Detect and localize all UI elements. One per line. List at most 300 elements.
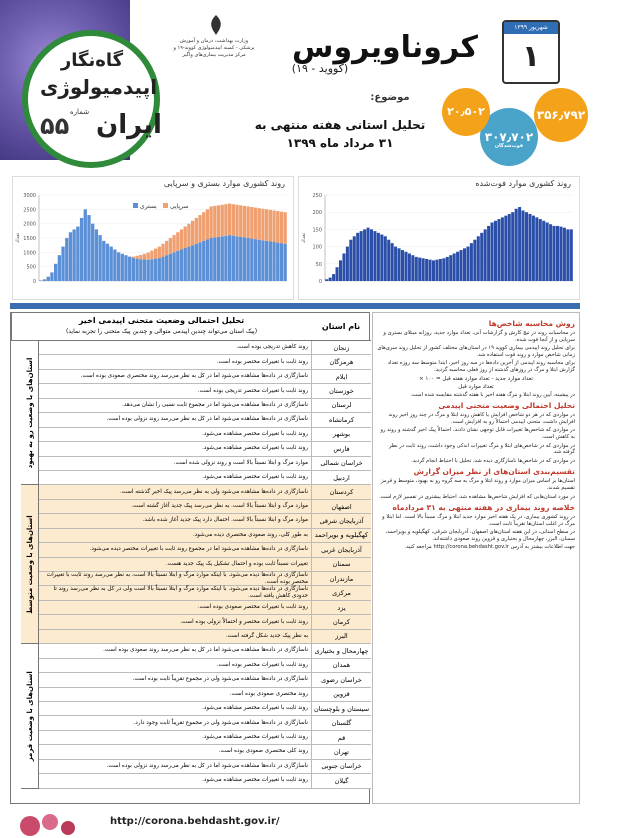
chart-bar — [480, 233, 483, 281]
chart-bar — [439, 259, 442, 281]
table-row — [39, 543, 371, 557]
chart-bar — [484, 229, 487, 281]
chart-bar — [187, 247, 190, 281]
chart-bar — [497, 219, 500, 281]
chart-bar — [466, 247, 469, 281]
table-cell-province: اصفهان — [311, 500, 371, 513]
chart-bar — [147, 260, 150, 281]
chart-bar — [329, 278, 332, 281]
chart-bar — [356, 233, 359, 281]
table-group-label: استان‌های با وضعیت رو به بهبود — [26, 357, 34, 469]
table-group-label: استان‌های با وضعیت قرمز — [26, 671, 34, 762]
topic-line1: تحلیل استانی هفته منتهی به — [254, 118, 426, 132]
chart-bar — [522, 210, 525, 281]
table-cell-province: همدان — [311, 659, 371, 672]
table-cell-description: روند ثابت با تغییرات مختصر و احتمالاً نزولی بوده است. — [180, 618, 308, 625]
chart-bar — [349, 240, 352, 281]
table-row — [39, 615, 371, 629]
chart-bar — [487, 226, 490, 281]
chart-bar — [169, 254, 172, 281]
chart-bar — [435, 260, 438, 281]
chart-bar — [132, 258, 135, 281]
table-cell-province: بوشهر — [311, 428, 371, 441]
paragraph: در پیشینه، آیین روند ابتلا و مرگ هفته اخیر با هفته گذشته مقایسه شده است. — [410, 391, 575, 398]
calendar-day: ۱ — [521, 39, 541, 74]
chart-left-svg — [13, 189, 293, 299]
chart-bar — [449, 255, 452, 281]
chart-bar — [353, 236, 356, 281]
chart-bar — [124, 255, 127, 281]
chart-bar — [69, 232, 72, 281]
chart-bar — [446, 257, 449, 281]
table-cell-province: چهارمحال و بختیاری — [311, 644, 371, 657]
table-row — [39, 514, 371, 528]
formula-numerator: تعداد موارد جدید - تعداد موارد هفته قبل = ۱۰۰ × — [419, 375, 533, 382]
iran-emblem-icon — [206, 14, 226, 36]
chart-bar — [47, 277, 50, 281]
chart-bar — [404, 252, 407, 281]
table-row — [39, 586, 371, 600]
province-table — [10, 312, 370, 804]
chart-bar — [73, 229, 76, 281]
table-cell-province: اردبیل — [311, 471, 371, 484]
chart-bar — [283, 212, 286, 244]
table-cell-province: قم — [311, 731, 371, 744]
chart-bar — [54, 264, 57, 281]
table-row — [39, 500, 371, 514]
table-cell-province: زنجان — [311, 341, 371, 354]
chart-bar — [106, 244, 109, 281]
chart-bar — [280, 212, 283, 244]
table-row — [39, 428, 371, 442]
table-row — [39, 485, 371, 499]
chart-bar — [228, 235, 231, 281]
calendar-icon — [502, 20, 560, 84]
y-tick-label: 500 — [26, 264, 36, 271]
paragraph: در مواردی که در شاخص‌ها ناسازگاری دیده شد، تحلیل با احتیاط انجام گردید. — [411, 457, 575, 464]
footer-url-link[interactable]: http://corona.behdasht.gov.ir/ — [110, 816, 280, 827]
chart-bar — [398, 248, 401, 281]
chart-bar — [191, 221, 194, 245]
chart-bar — [239, 205, 242, 237]
table-row — [39, 399, 371, 413]
stat-patients-label: مبتلایان — [602, 150, 622, 156]
chart-bar — [235, 205, 238, 237]
table-cell-province: البرز — [311, 630, 371, 643]
table-cell-province: ایلام — [311, 370, 371, 383]
chart-bar — [477, 236, 480, 281]
table-row — [39, 529, 371, 543]
chart-bar — [425, 259, 428, 281]
chart-bar — [429, 260, 432, 281]
topic-line2: ۳۱ مرداد ماه ۱۳۹۹ — [286, 136, 394, 150]
table-cell-province: آذربایجان غربی — [311, 543, 371, 556]
chart-bar — [501, 217, 504, 281]
chart-bar — [504, 216, 507, 281]
table-cell-description: ناسازگاری در داده‌ها مشاهده می‌شود ولی در مجموع تقریباً ثابت بوده است. — [132, 676, 308, 683]
chart-bar — [228, 204, 231, 236]
table-cell-description: به نظر پیک جدید شکل گرفته است. — [225, 632, 308, 639]
chart-bar — [265, 209, 268, 241]
table-row — [39, 370, 371, 384]
chart-bar — [150, 259, 153, 281]
chart-bar — [202, 241, 205, 281]
badge-title-line3: ایران — [96, 110, 162, 140]
chart-bar — [336, 267, 339, 281]
chart-bar — [180, 229, 183, 249]
paragraph: در مواردی که در شاخص‌های ابتلا و مرگ تغییرات اندکی وجود داشت، روند ثابت در نظر گرفته شد. — [389, 442, 575, 456]
table-cell-description: روند مختصری صعودی بوده است. — [229, 690, 308, 697]
chart-bar — [367, 228, 370, 281]
chart-bar — [363, 229, 366, 281]
chart-bar — [384, 236, 387, 281]
chart-bar — [456, 252, 459, 281]
table-header-title: تحلیل احتمالی وضعیت متحنی اپیدمی اخیر — [78, 316, 245, 325]
chart-bar — [272, 210, 275, 242]
chart-bar — [360, 231, 363, 281]
table-cell-province: خراسان رضوی — [311, 673, 371, 686]
table-cell-province: لرستان — [311, 399, 371, 412]
table-row — [39, 384, 371, 398]
chart-bar — [515, 209, 518, 281]
table-cell-description: ناسازگاری در داده‌ها دیده می‌شود. با اینکه موارد مرگ و ابتلا نسبتاً بالا است، به نظر می‌رسد روند ثابت با تغییرات مختصر بوده است. — [46, 571, 308, 585]
table-cell-description: به طور کلی، روند صعودی مختصری دیده می‌شود. — [192, 531, 308, 538]
chart-bar — [95, 229, 98, 281]
chart-bar — [91, 224, 94, 281]
chart-bar — [528, 214, 531, 281]
table-header-province: نام استان — [311, 313, 371, 341]
y-tick-label: 2500 — [23, 207, 36, 214]
table-row — [39, 341, 371, 355]
chart-deaths — [298, 176, 580, 300]
stat-deaths-label: فوت‌شدگان — [494, 143, 523, 149]
stat-recovered-label: بهبودیافتگان — [546, 142, 578, 148]
chart-bar — [559, 227, 562, 281]
table-cell-description: ناسازگاری در داده‌ها مشاهده می‌شود ولی در مجموع تقریباً ثابت وجود دارد. — [133, 719, 308, 726]
stat-deaths-value: ۲۰٫۵۰۲ — [447, 105, 485, 118]
chart-bar — [65, 238, 68, 281]
chart-bar — [570, 229, 573, 281]
chart-bar — [213, 206, 216, 238]
table-cell-description: روند ثابت با تغییرات مختصر مشاهده می‌شود. — [202, 734, 308, 741]
chart-bar — [542, 221, 545, 281]
table-cell-province: هرمزگان — [311, 355, 371, 368]
chart-bar — [246, 238, 249, 281]
section-divider — [10, 303, 580, 309]
chart-bar — [198, 242, 201, 281]
chart-bar — [539, 219, 542, 281]
table-row — [39, 442, 371, 456]
chart-bar — [61, 247, 64, 281]
chart-bar — [283, 244, 286, 281]
y-tick-label: 1500 — [23, 236, 36, 242]
table-row — [39, 572, 371, 586]
chart-bar — [132, 257, 135, 258]
table-header-description — [11, 313, 311, 341]
chart-bar — [128, 257, 131, 281]
y-tick-label: 1000 — [23, 250, 36, 257]
chart-bar — [213, 237, 216, 281]
formula-denominator: تعداد موارد قبل — [458, 383, 494, 390]
table-row — [39, 644, 371, 658]
y-tick-label: 3000 — [23, 193, 36, 199]
footer — [0, 806, 588, 838]
table-row — [39, 688, 371, 702]
chart-bar — [217, 237, 220, 281]
chart-bar — [463, 248, 466, 281]
chart-bar — [556, 226, 559, 281]
chart-bar — [325, 279, 328, 281]
chart-bar — [254, 208, 257, 240]
table-cell-province: یزد — [311, 601, 371, 614]
paragraph: در محاسبات روند در نیچ کارش و گزارشات آنی، تعداد موارد جدید، روزانه مبتلای بستری و سرپایی و از آنجا فوت شده. — [383, 330, 575, 343]
chart-bar — [415, 257, 418, 281]
chart-bar — [165, 241, 168, 255]
chart-bar — [408, 253, 411, 281]
chart-bar — [491, 223, 494, 281]
chart-bar — [239, 237, 242, 281]
table-cell-description: ناسازگاری در داده‌ها مشاهده می‌شود ولی به نظر می‌رسد پیک اخیر گذشته است. — [119, 488, 308, 495]
chart-bar — [121, 254, 124, 281]
chart-bar — [401, 250, 404, 281]
issue-number: ۵۵ — [40, 112, 70, 140]
chart-bar — [243, 237, 246, 281]
chart-bar — [224, 236, 227, 281]
chart-bar — [224, 204, 227, 236]
chart-bar — [269, 210, 272, 242]
chart-bar — [154, 249, 157, 259]
analysis-text — [372, 312, 580, 804]
chart-bar — [373, 231, 376, 281]
chart-bar — [154, 259, 157, 281]
chart-bar — [117, 252, 120, 281]
chart-bar — [139, 259, 142, 281]
chart-bar — [250, 207, 253, 239]
chart-bar — [135, 256, 138, 259]
chart-bar — [269, 241, 272, 281]
chart-bar — [169, 238, 172, 254]
legend-swatch — [163, 203, 168, 208]
chart-bar — [221, 236, 224, 281]
paragraph: برای تحلیل روند اپیدمی بیماری کووید ۱۹ در استان‌های مختلف کشور از تحلیل روند سری‌های زمانی شاخص موارد و روند فوت استفاده شد. — [377, 345, 575, 358]
table-row — [39, 760, 371, 774]
chart-bar — [432, 260, 435, 281]
table-row — [39, 716, 371, 730]
chart-bar — [184, 227, 187, 249]
table-cell-province: خوزستان — [311, 384, 371, 397]
chart-bar — [346, 247, 349, 281]
chart-bar — [511, 212, 514, 281]
table-cell-province: خراسان شمالی — [311, 457, 371, 470]
chart-bar — [418, 258, 421, 281]
table-group — [21, 485, 39, 644]
chart-bar — [98, 235, 101, 281]
chart-bar — [508, 214, 511, 281]
stat-patients-value: ۳۵۶٫۷۹۲ — [536, 108, 586, 122]
chart-bar — [332, 274, 335, 281]
chart-bar — [494, 221, 497, 281]
chart-bar — [339, 260, 342, 281]
chart-bar — [158, 247, 161, 258]
chart-bar — [532, 216, 535, 281]
table-cell-description: ناسازگاری در داده‌ها دیده می‌شود. با اینکه موارد مرگ و ابتلا نسبتاً بالا است ولی در کل به نظر می‌رسد روند تا حدودی کاهش یافته است. — [53, 586, 308, 600]
table-cell-description: روند ثابت با تغییرات مختصر مشاهده می‌شود. — [202, 474, 308, 481]
table-group — [21, 341, 39, 485]
table-row — [39, 745, 371, 759]
header — [0, 0, 622, 172]
sub-title: (کووید - ۱۹) — [291, 62, 349, 75]
chart-bar — [176, 251, 179, 281]
section-title-methods: روش محاسبه شاخص‌ها — [488, 319, 575, 328]
chart-bar — [209, 238, 212, 281]
chart-bar — [553, 226, 556, 281]
chart-bar — [261, 209, 264, 241]
chart-bar — [84, 209, 87, 281]
chart-bar — [246, 206, 249, 238]
legend-label: سرپایی — [170, 203, 189, 210]
chart-bar — [261, 240, 264, 281]
chart-bar — [235, 236, 238, 281]
table-cell-province: مرکزی — [311, 586, 371, 599]
y-tick-label: 100 — [312, 244, 322, 251]
chart-bar — [143, 254, 146, 260]
table-cell-province: گیلان — [311, 774, 371, 787]
table-row — [39, 659, 371, 673]
chart-bar — [206, 209, 209, 239]
table-row — [39, 355, 371, 369]
chart-bar — [460, 250, 463, 281]
paragraph: برای محاسبه روند اپیدمی از آخرین داده‌ها در سه روز اخیر، ابتدا متوسط سه روزه تعداد گزارش ابتلا و مرگ در روزهای گذشته از روز فعلی محاسبه گردید. — [387, 360, 575, 373]
chart-bar — [254, 239, 257, 281]
chart-bar — [195, 218, 198, 244]
chart-bar — [172, 252, 175, 281]
table-cell-description: روند ثابت با تغییرات مختصر تدریجی بوده است. — [197, 387, 308, 394]
stat-recovered-value: ۳۰۷٫۷۰۲ — [484, 130, 534, 144]
footer-illustration — [10, 808, 90, 838]
section-title-summary: خلاصه روند بیماری در هفته منتهی به ۳۱ مردادماه — [392, 503, 575, 513]
chart-bar — [411, 255, 414, 281]
chart-bar — [191, 245, 194, 281]
table-cell-description: روند کاهش تدریجی بوده است. — [236, 344, 308, 351]
table-row — [39, 457, 371, 471]
chart-bar — [258, 240, 261, 281]
y-tick-label: 50 — [315, 261, 322, 268]
ministry-text: وزارت بهداشت، درمان و آموزش پزشکی - کمیته اپیدمیولوژی کووید-۱۹ و مرکز مدیریت بیماری‌های واگیر — [173, 38, 255, 58]
y-tick-label: 250 — [312, 193, 322, 199]
paragraph: در روند کشوری بیماری، در یک هفته اخیر موارد جدید ابتلا و مرگ نسبتاً بالا است. اما ابتلا و مرگ در اغلب استان‌ها تقریباً ثابت است. — [382, 514, 575, 527]
table-cell-description: روند ثابت با تغییرات مختصر مشاهده می‌شود. — [202, 445, 308, 452]
chart-bar — [172, 235, 175, 252]
paragraph: در مواردی که شاخص‌ها تغییرات قابل توجهی نشان دادند، احتمالاً پیک اخیر گذشته و روند رو به کاهش است. — [380, 427, 575, 440]
chart-bar — [342, 253, 345, 281]
section-title-epidemic-curve: تحلیل احتمالی وضعیت متحنی اپیدمی — [438, 401, 575, 411]
chart-bar — [265, 241, 268, 281]
chart-bar — [158, 258, 161, 281]
y-axis-label: تعداد — [15, 232, 21, 244]
chart-bar — [135, 259, 138, 281]
table-header-note: (پیک استان می‌تواند چندین اپیدمی متوالی و چندین پیک متحنی را تجربه نماید) — [65, 328, 258, 335]
chart-bar — [387, 240, 390, 281]
y-tick-label: 0 — [318, 279, 322, 285]
table-cell-description: موارد مرگ و ابتلا نسبتاً بالا است. احتمال دارد پیک جدید آغاز شده باشد. — [142, 517, 308, 524]
table-row — [39, 601, 371, 615]
chart-bar — [202, 212, 205, 241]
chart-bar — [442, 258, 445, 281]
chart-bar — [110, 247, 113, 281]
table-group-label: استان‌های با وضعیت متوسط — [26, 515, 34, 615]
table-group — [21, 644, 39, 788]
paragraph: استان‌ها بر اساس میزان موارد و روند ابتلا و مرگ به سه گروه رو به بهبود، متوسط و قرمز تقسیم شدند. — [381, 478, 575, 491]
table-cell-description: موارد مرگ و ابتلا نسبتاً بالا است و روند نزولی شده است. — [173, 459, 308, 466]
chart-bar — [195, 244, 198, 281]
chart-bar — [58, 255, 61, 281]
chart-bar — [370, 229, 373, 281]
badge-title-line2: اپیدمیولوژی — [40, 75, 158, 99]
table-cell-province: سمنان — [311, 558, 371, 571]
issue-number-label: شماره — [70, 108, 90, 116]
table-cell-description: روند ثابت با تغییرات مختصر مشاهده می‌شود. — [202, 430, 308, 437]
legend-swatch — [133, 203, 138, 208]
table-cell-province: فارس — [311, 442, 371, 455]
chart-right-svg — [299, 189, 579, 299]
chart-bar — [525, 212, 528, 281]
chart-bar — [549, 224, 552, 281]
table-cell-province: کهگیلویه و بویراحمد — [311, 529, 371, 542]
chart-bar — [76, 227, 79, 281]
legend-label: بستری — [140, 203, 157, 210]
chart-bar — [535, 217, 538, 281]
chart-bar — [113, 249, 116, 281]
paragraph: جهت اطلاعات بیشتر به آدرس http://corona.behdasht.gov.ir مراجعه کنید. — [404, 544, 575, 551]
chart-bar — [250, 239, 253, 281]
chart-bar — [102, 241, 105, 281]
section-title-classification: تقسیم‌بندی استان‌های از نظر میزان گزارش — [413, 467, 575, 477]
chart-bar — [180, 249, 183, 281]
chart-bar — [380, 235, 383, 281]
chart-bar — [161, 257, 164, 281]
chart-bar — [243, 206, 246, 238]
paragraph: در سطح استانی، در این هفته استان‌های اصفهان، آذربایجان شرقی، کهگیلویه و بویراحمد، سمنان، البرز، چهارمحال و بختیاری و قزوین روند صعودی داشته‌اند. — [385, 529, 575, 542]
chart-bar — [258, 208, 261, 240]
chart-bar — [198, 215, 201, 242]
chart-left-title: روند کشوری موارد بستری و سرپایی — [163, 179, 285, 188]
table-row — [39, 558, 371, 572]
table-cell-description: روند کلی مختصری صعودی بوده است. — [218, 748, 308, 755]
table-cell-description: روند ثابت با تغییرات مختصر بوده است. — [216, 358, 308, 365]
chart-bar — [232, 236, 235, 281]
table-row — [39, 702, 371, 716]
y-tick-label: 200 — [312, 210, 322, 217]
table-cell-description: ناسازگاری در داده‌ها مشاهده می‌شود اما در مجموع روند ثابت با تغییرات مختصر دیده می‌شود. — [89, 546, 308, 553]
chart-bar — [209, 206, 212, 238]
topic-label: موضوع: — [370, 92, 410, 103]
table-cell-province: کردستان — [311, 485, 371, 498]
chart-bar — [217, 205, 220, 237]
chart-bar — [280, 243, 283, 281]
chart-right-title: روند کشوری موارد فوت‌شده — [475, 179, 571, 188]
paragraph: در مورد استان‌هایی که افزایش شاخص‌ها مشاهده شد، احتیاط بیشتری در تفسیر لازم است. — [378, 493, 575, 500]
table-cell-description: ناسازگاری در داده‌ها مشاهده می‌شود اما در مجموع ثابت نسبی را نشان می‌دهد. — [122, 401, 308, 408]
chart-inpatient-outpatient — [12, 176, 294, 300]
table-row — [39, 471, 371, 485]
y-tick-label: 0 — [32, 279, 36, 285]
chart-bar — [176, 232, 179, 251]
table-row — [39, 774, 371, 788]
chart-bar — [161, 244, 164, 257]
chart-bar — [87, 215, 90, 281]
calendar-month: شهریور ۱۳۹۹ — [504, 22, 558, 34]
y-tick-label: 150 — [312, 227, 322, 234]
